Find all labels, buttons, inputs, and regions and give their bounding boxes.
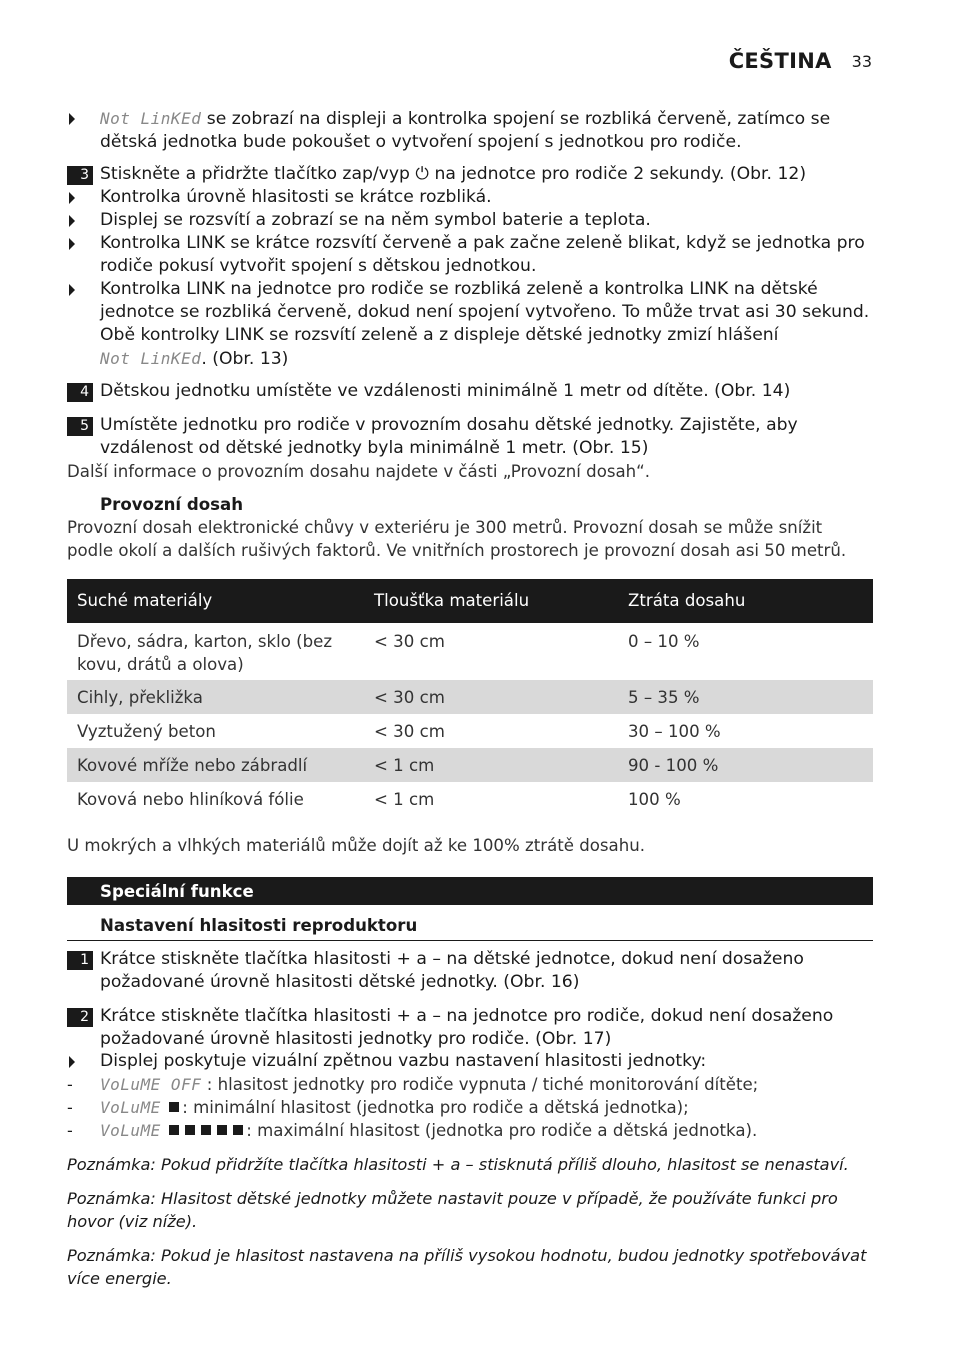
page-number: 33 bbox=[851, 51, 872, 71]
step-text: Krátce stiskněte tlačítka hlasitosti + a – na dětské jednotce, dokud není dosaženo požadované úrovně hlasitosti dětské jednotky. (Obr. 16) bbox=[100, 949, 804, 992]
table-cell: 5 – 35 % bbox=[628, 688, 700, 707]
table-cell: Kovová nebo hliníková fólie bbox=[77, 790, 304, 809]
table-cell: Kovové mříže nebo zábradlí bbox=[77, 756, 308, 775]
bullet-icon bbox=[69, 192, 75, 204]
dash-text: : maximální hlasitost (jednotka pro rodiče a dětská jednotka). bbox=[246, 1121, 758, 1140]
bullet-not-linked bbox=[67, 107, 873, 154]
dash-marker: - bbox=[67, 1075, 73, 1094]
volume-bar-icon bbox=[201, 1125, 211, 1135]
table-cell: 0 – 10 % bbox=[628, 632, 700, 651]
table-cell: 30 – 100 % bbox=[628, 722, 721, 741]
range-heading: Provozní dosah bbox=[100, 495, 244, 514]
section-title: Speciální funkce bbox=[100, 882, 254, 901]
power-icon: ⏻ bbox=[415, 164, 430, 184]
table-cell: Dřevo, sádra, karton, sklo (bez kovu, drátů a olova) bbox=[77, 632, 333, 674]
step-number: 4 bbox=[67, 383, 93, 402]
range-text: Provozní dosah elektronické chůvy v exteriéru je 300 metrů. Provozní dosah se může snížit podle okolí a dalších rušivých faktorů. Ve vnitřních prostorech je provozní dosah asi 50 metrů. bbox=[67, 518, 847, 560]
note-3: Poznámka: Pokud je hlasitost nastavena na příliš vysokou hodnotu, budou jednotky spotřebovávat více energie. bbox=[67, 1246, 867, 1288]
step-number: 2 bbox=[67, 1008, 93, 1027]
table-row bbox=[67, 714, 873, 748]
step-text: Dětskou jednotku umístěte ve vzdálenosti minimálně 1 metr od dítěte. (Obr. 14) bbox=[100, 381, 791, 401]
table-row bbox=[67, 748, 873, 782]
table-cell: < 1 cm bbox=[374, 756, 435, 775]
lcd-volume-off: VoLuME OFF bbox=[100, 1075, 202, 1094]
table-cell: Vyztužený beton bbox=[77, 722, 216, 741]
dash-text: : hlasitost jednotky pro rodiče vypnuta / tiché monitorování dítěte; bbox=[206, 1075, 759, 1094]
dash-marker: - bbox=[67, 1098, 73, 1117]
bullet-text-end: . (Obr. 13) bbox=[201, 349, 289, 369]
table-cell: Cihly, překližka bbox=[77, 688, 203, 707]
step-4 bbox=[67, 380, 873, 403]
page-header bbox=[729, 46, 872, 76]
bullet-text: Kontrolka LINK se krátce rozsvítí červeně a pak začne zeleně blikat, když se jednotka pro rodiče pokusí vytvořit spojení s dětskou jednotkou. bbox=[100, 233, 865, 276]
bullet-text: Kontrolka úrovně hlasitosti se krátce rozbliká. bbox=[100, 187, 492, 207]
bullet-icon bbox=[69, 284, 75, 296]
step-3 bbox=[67, 163, 873, 186]
volume-bar-icon bbox=[233, 1125, 243, 1135]
table-cell: < 30 cm bbox=[374, 722, 445, 741]
bullet-icon bbox=[69, 1056, 75, 1068]
lcd-not-linked: Not LinKEd bbox=[100, 349, 202, 368]
table-cell: 100 % bbox=[628, 790, 681, 809]
table-cell: 90 - 100 % bbox=[628, 756, 719, 775]
volume-dash-2 bbox=[67, 1096, 873, 1120]
step-number: 3 bbox=[67, 166, 93, 185]
bullet-icon bbox=[69, 215, 75, 227]
step-text-b: na jednotce pro rodiče 2 sekundy. (Obr. 12) bbox=[434, 164, 807, 184]
step-3-bullet-1 bbox=[67, 186, 873, 209]
table-header-cell: Tloušťka materiálu bbox=[374, 591, 530, 610]
bullet-icon bbox=[69, 113, 75, 125]
volume-bar-icon bbox=[169, 1125, 179, 1135]
volume-dash-1 bbox=[67, 1073, 873, 1097]
table-cell: < 30 cm bbox=[374, 632, 445, 651]
table-cell: < 30 cm bbox=[374, 688, 445, 707]
subsection-heading bbox=[67, 914, 873, 941]
bullet-text: Kontrolka LINK na jednotce pro rodiče se rozbliká zeleně a kontrolka LINK na dětské jednotce se rozbliká červeně, dokud není spojení vytvořeno. To může trvat asi 30 sekund. Obě kontrolky LINK se rozsvítí zeleně a z displeje dětské jednotky zmizí hlášení bbox=[100, 279, 870, 345]
volume-step-1 bbox=[67, 948, 873, 994]
section-band bbox=[67, 877, 873, 905]
lcd-volume: VoLuME bbox=[100, 1098, 161, 1117]
volume-bar-icon bbox=[217, 1125, 227, 1135]
volume-bullet bbox=[67, 1050, 873, 1073]
step-3-bullet-3 bbox=[67, 232, 873, 278]
table-header-cell: Ztráta dosahu bbox=[628, 591, 746, 610]
table-row bbox=[67, 623, 873, 680]
bullet-icon bbox=[69, 238, 75, 250]
note-1: Poznámka: Pokud přidržíte tlačítka hlasitosti + a – stisknutá příliš dlouho, hlasitost se nenastaví. bbox=[67, 1155, 849, 1174]
bullet-text: se zobrazí na displeji a kontrolka spojení se rozbliká červeně, zatímco se dětská jednotka bude pokoušet o vytvoření spojení s jednotkou pro rodiče. bbox=[100, 109, 831, 152]
table-row bbox=[67, 680, 873, 714]
note-2: Poznámka: Hlasitost dětské jednotky můžete nastavit pouze v případě, že používáte funkci pro hovor (viz níže). bbox=[67, 1189, 838, 1231]
bullet-text: Displej poskytuje vizuální zpětnou vazbu nastavení hlasitosti jednotky: bbox=[100, 1051, 707, 1071]
dash-marker: - bbox=[67, 1121, 73, 1140]
step-number: 5 bbox=[67, 417, 93, 436]
volume-bar-icon bbox=[169, 1102, 179, 1112]
step-text: Umístěte jednotku pro rodiče v provozním dosahu dětské jednotky. Zajistěte, aby vzdálenost od dětské jednotky byla minimálně 1 metr. (Obr. 15) bbox=[100, 415, 798, 458]
volume-dash-3 bbox=[67, 1119, 873, 1143]
table-cell: < 1 cm bbox=[374, 790, 435, 809]
table-row bbox=[67, 782, 873, 816]
step-text: Krátce stiskněte tlačítka hlasitosti + a – na jednotce pro rodiče, dokud není dosaženo požadované úrovně hlasitosti jednotky pro rodiče. (Obr. 17) bbox=[100, 1006, 834, 1049]
step-3-bullet-4 bbox=[67, 278, 873, 371]
step-text-a: Stiskněte a přidržte tlačítko zap/vyp bbox=[100, 164, 410, 184]
volume-bar-icon bbox=[185, 1125, 195, 1135]
subsection-title: Nastavení hlasitosti reproduktoru bbox=[100, 916, 418, 935]
bullet-text: Displej se rozsvítí a zobrazí se na něm symbol baterie a teplota. bbox=[100, 210, 651, 230]
step-number: 1 bbox=[67, 951, 93, 970]
step-3-bullet-2 bbox=[67, 209, 873, 232]
step-5 bbox=[67, 414, 873, 460]
lcd-not-linked: Not LinKEd bbox=[100, 109, 202, 128]
language-title: ČEŠTINA bbox=[728, 49, 832, 73]
table-footnote: U mokrých a vlhkých materiálů může dojít až ke 100% ztrátě dosahu. bbox=[67, 836, 646, 855]
table-header-cell: Suché materiály bbox=[77, 591, 213, 610]
volume-step-2 bbox=[67, 1005, 873, 1051]
table-header-row bbox=[67, 579, 873, 623]
lcd-volume: VoLuME bbox=[100, 1121, 161, 1140]
dash-text: : minimální hlasitost (jednotka pro rodiče a dětská jednotka); bbox=[182, 1098, 689, 1117]
range-info: Další informace o provozním dosahu najdete v části „Provozní dosah“. bbox=[67, 462, 651, 481]
